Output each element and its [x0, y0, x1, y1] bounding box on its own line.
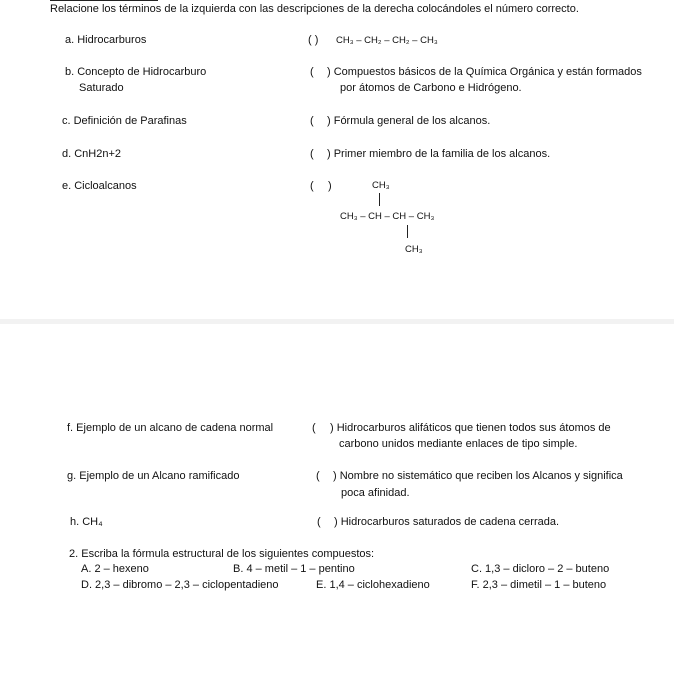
answer-paren-5[interactable]: (	[310, 180, 314, 192]
desc-non-systematic: ) Nombre no sistemático que reciben los Alcanos y significa	[333, 470, 623, 482]
answer-paren-6[interactable]: (	[312, 422, 316, 434]
item-b: b. Concepto de Hidrocarburo	[65, 66, 207, 78]
instruction-text: Relacione los términos de la izquierda con las descripciones de la derecha colocándoles el número correcto.	[50, 3, 579, 15]
item-g: g. Ejemplo de un Alcano ramificado	[67, 470, 240, 482]
page-break	[0, 319, 674, 324]
compound-f: F. 2,3 – dimetil – 1 – buteno	[471, 579, 607, 591]
branch-bottom-group: CH₃	[405, 244, 423, 255]
answer-paren-2[interactable]: (	[310, 66, 314, 78]
item-b-cont: Saturado	[79, 82, 124, 94]
answer-paren-8[interactable]: (	[317, 516, 321, 528]
compound-c: C. 1,3 – dicloro – 2 – buteno	[471, 563, 610, 575]
desc-general-formula: ) Fórmula general de los alcanos.	[327, 115, 491, 127]
desc-aliphatic-cont: carbono unidos mediante enlaces de tipo simple.	[339, 438, 578, 450]
branch-bottom-bond	[407, 225, 408, 238]
compound-e: E. 1,4 – ciclohexadieno	[316, 579, 430, 591]
answer-paren-7[interactable]: (	[316, 470, 320, 482]
item-d: d. CnH2n+2	[62, 148, 122, 160]
desc-non-systematic-cont: poca afinidad.	[341, 487, 410, 499]
item-c: c. Definición de Parafinas	[62, 115, 187, 127]
answer-paren-3[interactable]: (	[310, 115, 314, 127]
compound-b: B. 4 – metil – 1 – pentino	[233, 563, 355, 575]
desc-first-member: ) Primer miembro de la familia de los alcanos.	[327, 148, 551, 160]
compound-a: A. 2 – hexeno	[81, 563, 149, 575]
desc-aliphatic: ) Hidrocarburos alifáticos que tienen todos sus átomos de	[330, 422, 611, 434]
item-e: e. Cicloalcanos	[62, 180, 137, 192]
desc-cycloalkanes: ) Hidrocarburos saturados de cadena cerrada.	[334, 516, 560, 528]
item-h: h. CH₄	[70, 516, 103, 528]
section2-title: 2. Escriba la fórmula estructural de los siguientes compuestos:	[69, 548, 375, 560]
item-f: f. Ejemplo de un alcano de cadena normal	[67, 422, 274, 434]
butane-formula: CH₃ – CH₂ – CH₂ – CH₃	[336, 35, 438, 46]
branch-main-chain: CH₃ – CH – CH – CH₃	[340, 211, 435, 222]
desc-hydrocarbons: ) Compuestos básicos de la Química Orgánica y están formados	[327, 66, 642, 78]
answer-paren-1[interactable]: ( )	[308, 34, 319, 46]
branch-top-group: CH₃	[372, 180, 390, 191]
desc-hydrocarbons-cont: por átomos de Carbono e Hidrógeno.	[340, 82, 522, 94]
answer-paren-5-close: )	[328, 180, 332, 192]
header-rule	[50, 0, 158, 1]
compound-d: D. 2,3 – dibromo – 2,3 – ciclopentadieno	[81, 579, 279, 591]
item-a: a. Hidrocarburos	[65, 34, 147, 46]
branch-top-bond	[379, 193, 380, 206]
answer-paren-4[interactable]: (	[310, 148, 314, 160]
